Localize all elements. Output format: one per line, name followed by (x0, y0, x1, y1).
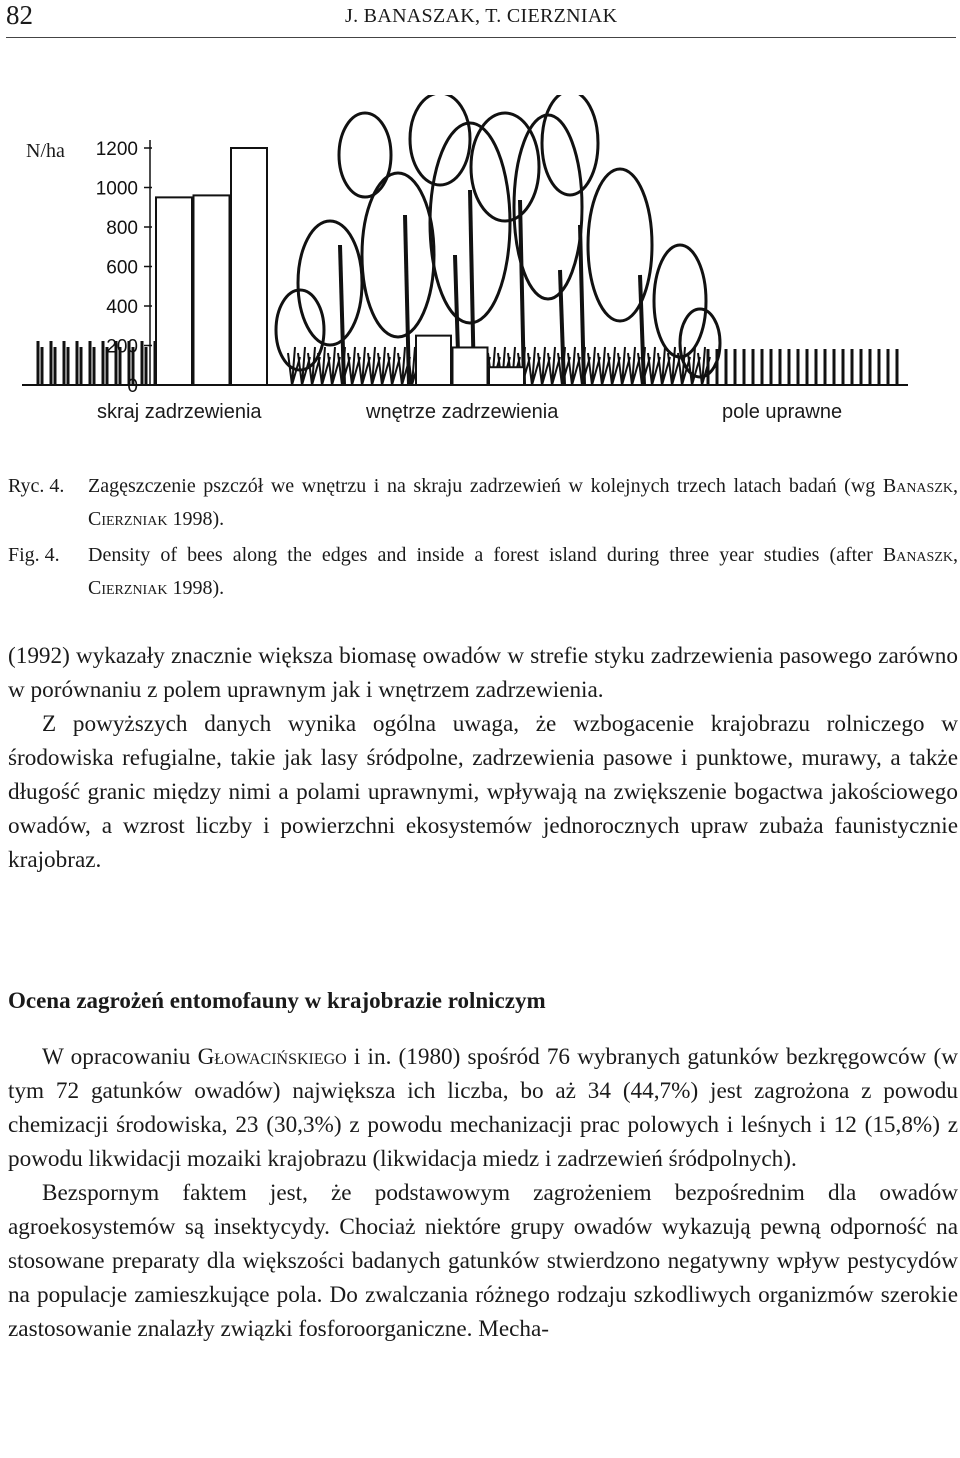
grass-tuft (358, 347, 370, 385)
grass-tuft (368, 347, 380, 385)
caption-pl-sep: , (953, 475, 958, 497)
tree-crown (471, 113, 539, 221)
y-tick-label: 200 (106, 336, 138, 358)
grass-tuft (618, 347, 630, 385)
caption-en-author-2: Cierzniak (88, 577, 168, 599)
landscape-illustration (22, 95, 908, 385)
grass-tuft (348, 347, 360, 385)
crop-stem (77, 341, 81, 385)
grass-tuft (598, 347, 610, 385)
tree-crown (362, 173, 434, 337)
region-label-edge: skraj zadrzewienia (97, 401, 262, 423)
caption-en-author-1: Banaszk (882, 544, 953, 566)
grass-tuft (608, 347, 620, 385)
grass-tuft (288, 347, 300, 385)
tree-crown (542, 95, 598, 195)
paragraph-1: (1992) wykazały znacznie większa biomasę owadów w strefie styku zadrzewienia pasowego zarówno w porównaniu z polem uprawnym jak i wnętrzem zadrzewienia. (8, 643, 958, 703)
caption-en-text: Density of bees along the edges and inside a forest island during three year studies (after (88, 544, 883, 566)
region-label-interior: wnętrze zadrzewienia (366, 401, 559, 423)
grass-tuft (638, 347, 650, 385)
caption-pl-author-2: Cierzniak (88, 508, 168, 530)
grass-tuft (528, 347, 540, 385)
bar-edge-year-1 (156, 197, 192, 385)
y-unit-label: N/ha (26, 140, 65, 162)
tree-crown (514, 115, 582, 299)
body-section-1 (8, 639, 958, 877)
grass-tuft (538, 347, 550, 385)
grass-tuft (378, 347, 390, 385)
caption-en (8, 539, 958, 605)
grass-tuft (588, 347, 600, 385)
y-tick-label: 400 (106, 297, 138, 318)
bar-interior-year-3 (489, 367, 524, 385)
grass-tuft (338, 347, 350, 385)
paragraph-3-start: W opracowaniu (42, 1044, 198, 1070)
grass-tuft (578, 347, 590, 385)
y-tick-label: 800 (106, 218, 138, 239)
body-section-2 (8, 1040, 958, 1346)
grass-tuft (648, 347, 660, 385)
crop-stem (142, 341, 146, 385)
running-title: J. BANASZAK, T. CIERZNIAK (345, 5, 618, 27)
page-number: 82 (6, 0, 33, 30)
grass-tuft (628, 347, 640, 385)
caption-pl-year: 1998). (167, 508, 225, 530)
page-header (0, 0, 960, 40)
caption-en-year: 1998). (167, 577, 225, 599)
header-rule (6, 37, 956, 38)
bar-interior-year-1 (416, 336, 451, 385)
tree-crown (410, 95, 470, 185)
grass-tuft (328, 347, 340, 385)
grass-tuft (388, 347, 400, 385)
caption-en-sep: , (953, 544, 958, 566)
y-tick-label: 0 (127, 376, 138, 395)
tree-crown (339, 113, 391, 197)
bar-interior-year-2 (453, 347, 488, 385)
caption-pl-text: Zagęszczenie pszczół we wnętrzu i na skraju zadrzewień w kolejnych trzech latach badań (wg (88, 475, 883, 497)
crop-stem (90, 341, 94, 385)
grass-tuft (558, 347, 570, 385)
y-tick-label: 600 (106, 257, 138, 279)
caption-pl-author-1: Banaszk (882, 475, 953, 497)
caption-en-label: Fig. 4. (8, 544, 60, 566)
paragraph-3-rest: i in. (1980) spośród 76 wybranych gatunków bezkręgowców (w tym 72 gatunków owadów) największa ich liczba, bo aż 34 (44,7%) jest zagrożona z powodu chemizacji środowiska, 23 (30,3%) z powodu mechanizacji prac polowych i leśnych i 12 (15,8%) z powodu likwidacji mozaiki krajobrazu (likwidacja miedz i zadrzewień śródpolnych). (8, 1044, 958, 1172)
crop-stem (38, 341, 42, 385)
section-heading: Ocena zagrożeń entomofauny w krajobrazie rolniczym (8, 988, 546, 1013)
paragraph-2: Z powyższych danych wynika ogólna uwaga, że wzbogacenie krajobrazu rolniczego w środowiska refugialne, takie jak lasy śródpolne, zadrzewienia pasowe i punktowe, murawy, a także długość granic między nimi a polami uprawnymi, wpływają na zwiększenie bogactwa jakościowego owadów, a wzrost liczby i powierzchni ekosystemów jednorocznych upraw zubaża faunistycznie krajobraz. (8, 711, 958, 873)
tree-crown (298, 221, 362, 345)
caption-pl (8, 470, 958, 536)
bar-edge-year-3 (231, 148, 267, 385)
bee-density-chart (0, 95, 960, 395)
grass-tuft (548, 347, 560, 385)
paragraph-4: Bezspornym faktem jest, że podstawowym zagrożeniem bezpośrednim dla owadów agroekosystemów są insektycydy. Chociaż niektóre grupy owadów wykazują pewną odporność na stosowane preparaty dla większości badanych gatunków stwierdzono negatywny wpływ pestycydów na populacje zamieszkujące pola. Do zwalczania różnego rodzaju szkodliwych organizmów szerokie zastosowanie znalazły związki fosforoorganiczne. Mecha- (8, 1180, 958, 1342)
crop-stem (51, 341, 55, 385)
y-tick-label: 1200 (95, 139, 138, 160)
grass-tuft (298, 347, 310, 385)
crop-stem (64, 341, 68, 385)
region-label-field: pole uprawne (722, 401, 843, 423)
figure-4 (0, 95, 960, 435)
y-tick-label: 1000 (95, 178, 138, 200)
grass-tuft (568, 347, 580, 385)
caption-pl-label: Ryc. 4. (8, 475, 65, 497)
paragraph-3 (8, 1040, 958, 1176)
bar-edge-year-2 (194, 195, 230, 385)
paragraph-3-author: Głowacińskiego (197, 1044, 347, 1070)
